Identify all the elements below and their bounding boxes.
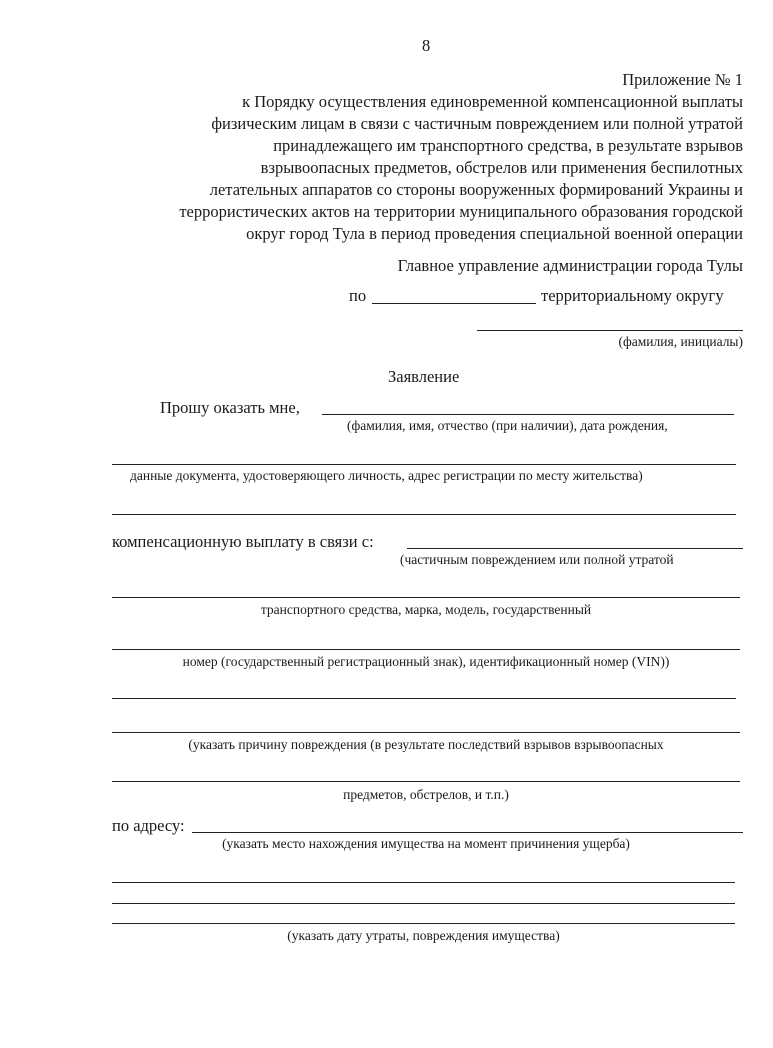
date-field-2[interactable] <box>112 903 735 904</box>
date-field-3[interactable] <box>112 923 735 924</box>
appendix-title: Приложение № 1 <box>622 70 743 89</box>
hint-full-name: (фамилия, имя, отчество (при наличии), дата рождения, <box>347 418 668 433</box>
identity-field-2[interactable] <box>112 514 736 515</box>
appendix-line: физическим лицам в связи с частичным повреждением или полной утратой <box>211 114 743 133</box>
hint-identity: данные документа, удостоверяющего личность, адрес регистрации по месту жительства) <box>130 468 643 483</box>
page-number: 8 <box>422 36 431 55</box>
hint-vehicle: транспортного средства, марка, модель, государственный <box>260 602 592 617</box>
address-field[interactable] <box>192 832 743 833</box>
addressee-org: Главное управление администрации города Тулы <box>397 256 743 275</box>
date-field[interactable] <box>112 882 735 883</box>
district-field[interactable] <box>372 303 536 304</box>
district-suffix: территориальному округу <box>541 286 724 305</box>
applicant-name-hint: (фамилия, инициалы) <box>618 334 743 349</box>
full-name-field[interactable] <box>322 414 734 415</box>
hint-vehicle-number: номер (государственный регистрационный знак), идентификационный номер (VIN)) <box>182 654 670 669</box>
hint-damage-cause-end: предметов, обстрелов, и т.п.) <box>343 787 509 802</box>
hint-damage-cause: (указать причину повреждения (в результате последствий взрывов взрывоопасных <box>188 737 664 752</box>
damage-cause-field[interactable] <box>112 698 736 699</box>
vehicle-number-field[interactable] <box>112 649 740 650</box>
damage-cause-field-2[interactable] <box>112 732 740 733</box>
request-label: Прошу оказать мне, <box>160 398 300 417</box>
identity-field[interactable] <box>112 464 736 465</box>
appendix-line: летательных аппаратов со стороны вооруженных формирований Украины и <box>209 180 743 199</box>
damage-cause-field-3[interactable] <box>112 781 740 782</box>
address-label: по адресу: <box>112 816 185 835</box>
applicant-name-field[interactable] <box>477 330 743 331</box>
compensation-label: компенсационную выплату в связи с: <box>112 532 374 551</box>
district-prefix: по <box>349 286 367 305</box>
hint-date: (указать дату утраты, повреждения имущества) <box>287 928 560 943</box>
appendix-line: взрывоопасных предметов, обстрелов или применения беспилотных <box>260 158 743 177</box>
hint-address: (указать место нахождения имущества на момент причинения ущерба) <box>222 836 630 851</box>
appendix-line: террористических актов на территории муниципального образования городской <box>179 202 743 221</box>
form-title: Заявление <box>388 367 460 386</box>
vehicle-field[interactable] <box>112 597 740 598</box>
hint-reason: (частичным повреждением или полной утратой <box>400 552 674 567</box>
appendix-line: округ город Тула в период проведения специальной военной операции <box>246 224 743 243</box>
appendix-line: к Порядку осуществления единовременной компенсационной выплаты <box>242 92 743 111</box>
appendix-line: принадлежащего им транспортного средства, в результате взрывов <box>273 136 743 155</box>
reason-field[interactable] <box>407 548 743 549</box>
